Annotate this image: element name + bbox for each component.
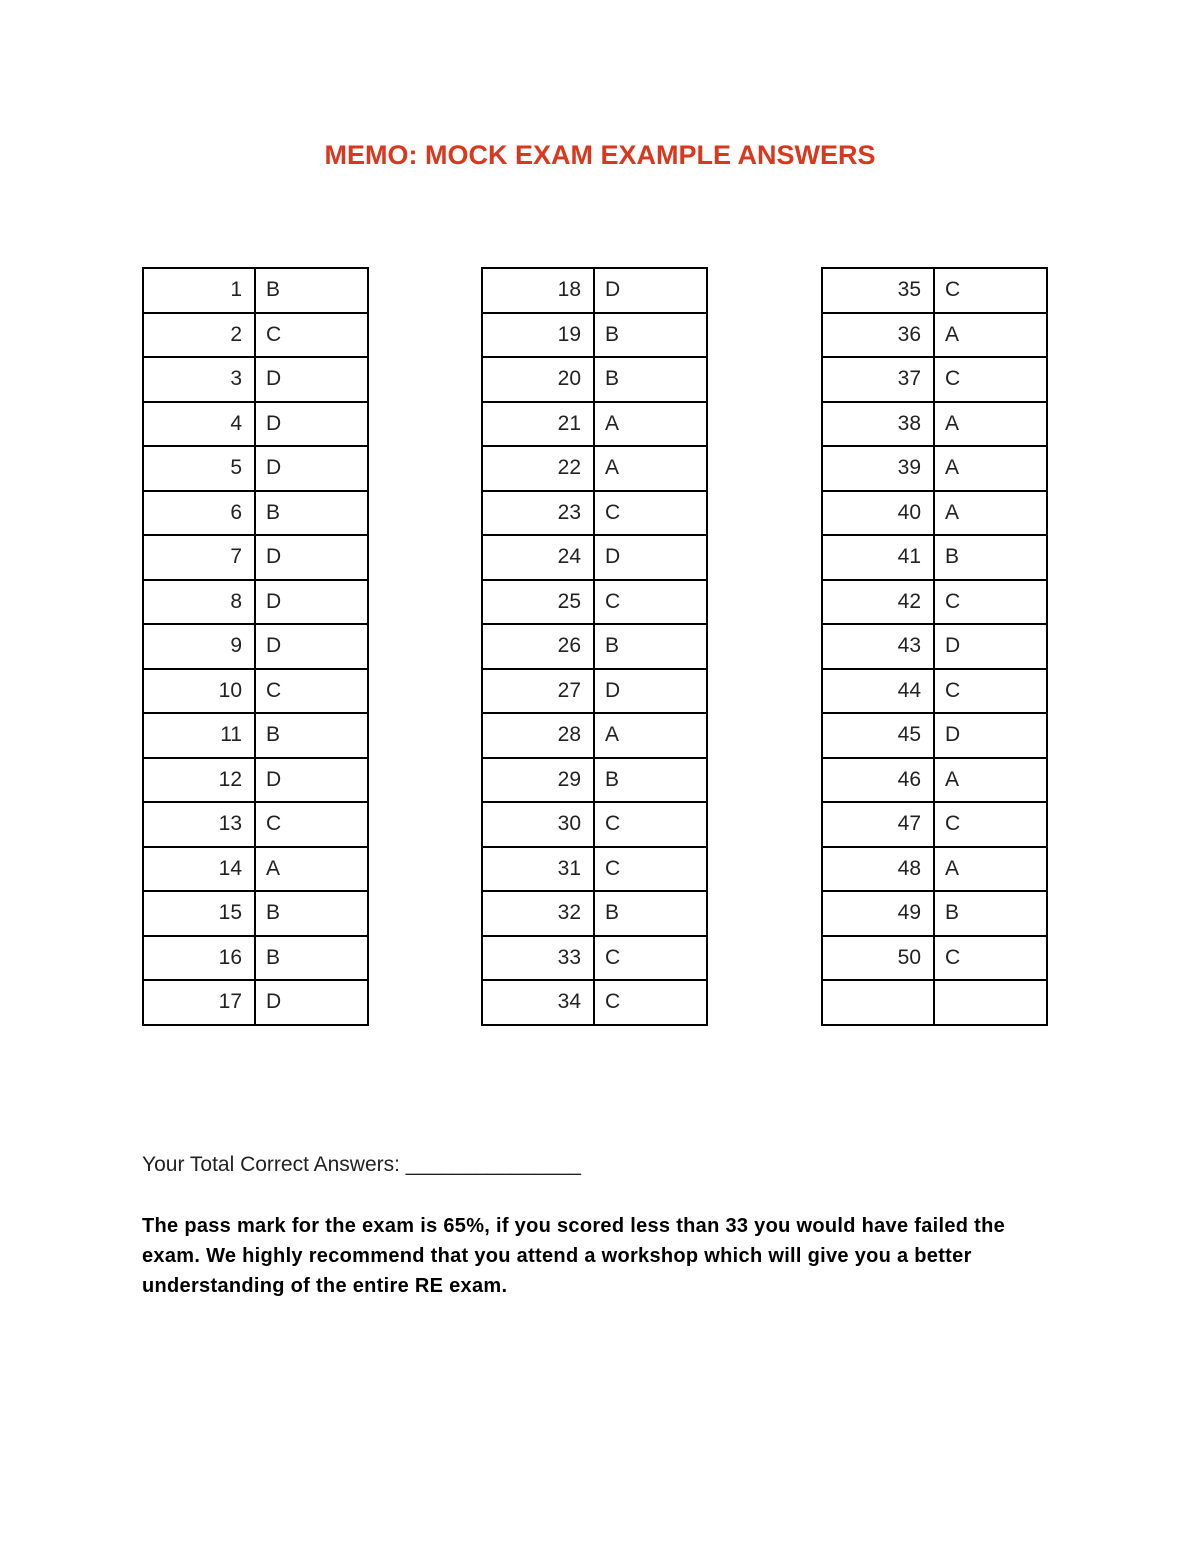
answer-letter: D (255, 580, 368, 625)
answer-table-1 (142, 267, 369, 1026)
table-row (822, 758, 1047, 803)
table-row (482, 624, 707, 669)
table-row (143, 357, 368, 402)
answer-letter: A (594, 713, 707, 758)
table-row (143, 491, 368, 536)
question-number: 29 (482, 758, 594, 803)
table-row (482, 446, 707, 491)
table-row (482, 847, 707, 892)
answer-letter: C (934, 936, 1047, 981)
question-number: 5 (143, 446, 255, 491)
answer-letter: C (594, 580, 707, 625)
table-row (822, 891, 1047, 936)
question-number: 30 (482, 802, 594, 847)
question-number: 15 (143, 891, 255, 936)
table-row (482, 313, 707, 358)
table-row (822, 936, 1047, 981)
answer-letter: A (934, 402, 1047, 447)
answer-letter: C (934, 357, 1047, 402)
question-number: 9 (143, 624, 255, 669)
answer-letter: B (255, 268, 368, 313)
table-row (143, 268, 368, 313)
question-number: 8 (143, 580, 255, 625)
question-number: 24 (482, 535, 594, 580)
question-number: 7 (143, 535, 255, 580)
question-number: 22 (482, 446, 594, 491)
question-number: 49 (822, 891, 934, 936)
answer-letter: A (934, 847, 1047, 892)
answer-letter: D (255, 624, 368, 669)
question-number: 41 (822, 535, 934, 580)
question-number (822, 980, 934, 1025)
question-number: 43 (822, 624, 934, 669)
question-number: 48 (822, 847, 934, 892)
answer-letter: B (594, 357, 707, 402)
question-number: 40 (822, 491, 934, 536)
answer-table-2 (481, 267, 708, 1026)
table-row (822, 402, 1047, 447)
question-number: 45 (822, 713, 934, 758)
answer-letter: C (255, 669, 368, 714)
answer-letter: A (594, 402, 707, 447)
table-row (822, 713, 1047, 758)
question-number: 46 (822, 758, 934, 803)
question-number: 14 (143, 847, 255, 892)
question-number: 3 (143, 357, 255, 402)
answer-letter: A (934, 758, 1047, 803)
answer-letter: D (255, 535, 368, 580)
question-number: 10 (143, 669, 255, 714)
table-row (482, 758, 707, 803)
question-number: 2 (143, 313, 255, 358)
table-row (822, 980, 1047, 1025)
table-row (822, 847, 1047, 892)
answer-letter: D (255, 357, 368, 402)
table-row (143, 669, 368, 714)
answer-letter: A (934, 313, 1047, 358)
question-number: 18 (482, 268, 594, 313)
question-number: 26 (482, 624, 594, 669)
answer-letter: A (934, 491, 1047, 536)
answer-letter: B (934, 891, 1047, 936)
answer-letter: A (594, 446, 707, 491)
question-number: 35 (822, 268, 934, 313)
answer-letter: B (255, 891, 368, 936)
question-number: 25 (482, 580, 594, 625)
question-number: 28 (482, 713, 594, 758)
question-number: 31 (482, 847, 594, 892)
question-number: 12 (143, 758, 255, 803)
answer-letter: A (255, 847, 368, 892)
table-row (143, 535, 368, 580)
answer-letter: D (255, 446, 368, 491)
table-row (482, 357, 707, 402)
answer-letter: B (594, 758, 707, 803)
table-row (482, 980, 707, 1025)
answer-letter: C (934, 669, 1047, 714)
question-number: 19 (482, 313, 594, 358)
table-row (822, 268, 1047, 313)
question-number: 33 (482, 936, 594, 981)
table-row (482, 713, 707, 758)
table-row (143, 891, 368, 936)
table-row (143, 402, 368, 447)
table-row (143, 847, 368, 892)
question-number: 1 (143, 268, 255, 313)
table-row (822, 491, 1047, 536)
question-number: 17 (143, 980, 255, 1025)
answer-letter: D (594, 669, 707, 714)
page-title: MEMO: MOCK EXAM EXAMPLE ANSWERS (324, 140, 876, 170)
answer-letter: C (594, 802, 707, 847)
table-row (482, 669, 707, 714)
answer-letter: D (255, 402, 368, 447)
question-number: 42 (822, 580, 934, 625)
answer-letter: B (934, 535, 1047, 580)
question-number: 37 (822, 357, 934, 402)
table-row (482, 268, 707, 313)
question-number: 34 (482, 980, 594, 1025)
table-row (482, 936, 707, 981)
table-row (822, 802, 1047, 847)
table-row (482, 891, 707, 936)
answer-letter: D (934, 624, 1047, 669)
answer-letter: D (255, 980, 368, 1025)
question-number: 6 (143, 491, 255, 536)
question-number: 4 (143, 402, 255, 447)
table-row (482, 535, 707, 580)
answer-letter: D (255, 758, 368, 803)
pass-mark-note: The pass mark for the exam is 65%, if you scored less than 33 you would have failed the exam. We highly recommend that you attend a workshop which will give you a better understanding of the entire RE exam. (142, 1215, 1006, 1297)
answer-letter (934, 980, 1047, 1025)
question-number: 27 (482, 669, 594, 714)
table-row (143, 936, 368, 981)
question-number: 32 (482, 891, 594, 936)
answer-letter: C (594, 847, 707, 892)
table-row (822, 313, 1047, 358)
answer-table-3 (821, 267, 1048, 1026)
answer-letter: B (594, 313, 707, 358)
question-number: 16 (143, 936, 255, 981)
table-row (822, 580, 1047, 625)
answer-letter: A (934, 446, 1047, 491)
answer-letter: C (255, 802, 368, 847)
answer-letter: C (934, 802, 1047, 847)
answer-letter: B (255, 491, 368, 536)
answer-letter: D (594, 535, 707, 580)
question-number: 23 (482, 491, 594, 536)
table-row (143, 313, 368, 358)
answer-letter: C (594, 980, 707, 1025)
question-number: 47 (822, 802, 934, 847)
answer-letter: C (594, 491, 707, 536)
table-row (822, 624, 1047, 669)
table-row (143, 713, 368, 758)
table-row (143, 980, 368, 1025)
question-number: 44 (822, 669, 934, 714)
question-number: 13 (143, 802, 255, 847)
question-number: 21 (482, 402, 594, 447)
question-number: 50 (822, 936, 934, 981)
answer-letter: C (594, 936, 707, 981)
question-number: 36 (822, 313, 934, 358)
answer-letter: B (594, 891, 707, 936)
answer-letter: B (255, 936, 368, 981)
answer-letter: C (934, 580, 1047, 625)
table-row (143, 758, 368, 803)
question-number: 39 (822, 446, 934, 491)
table-row (482, 580, 707, 625)
table-row (143, 802, 368, 847)
table-row (482, 402, 707, 447)
table-row (822, 535, 1047, 580)
total-correct-answers-line: Your Total Correct Answers: _______________ (142, 1153, 581, 1176)
answer-letter: C (934, 268, 1047, 313)
answer-letter: D (594, 268, 707, 313)
table-row (143, 580, 368, 625)
table-row (482, 802, 707, 847)
answer-letter: B (255, 713, 368, 758)
table-row (143, 446, 368, 491)
table-row (143, 624, 368, 669)
question-number: 11 (143, 713, 255, 758)
table-row (822, 357, 1047, 402)
table-row (822, 669, 1047, 714)
answer-letter: C (255, 313, 368, 358)
question-number: 20 (482, 357, 594, 402)
answer-letter: B (594, 624, 707, 669)
table-row (822, 446, 1047, 491)
table-row (482, 491, 707, 536)
answer-letter: D (934, 713, 1047, 758)
question-number: 38 (822, 402, 934, 447)
